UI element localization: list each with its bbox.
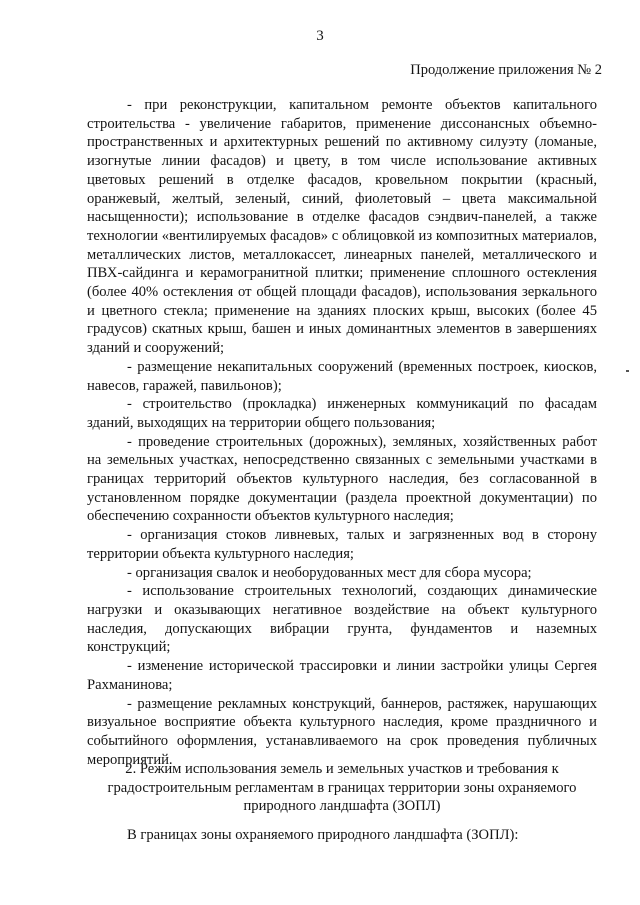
appendix-continuation-note: Продолжение приложения № 2	[410, 62, 602, 78]
list-item: - организация свалок и необорудованных мест для сбора мусора;	[127, 564, 532, 581]
list-item: - изменение исторической трассировки и линии застройки улицы Сергея Рахманинова;	[87, 658, 597, 693]
restrictions-list	[87, 96, 597, 769]
scan-mark	[626, 370, 629, 372]
list-item: - организация стоков ливневых, талых и загрязненных вод в сторону территории объекта культурного наследия;	[87, 527, 597, 562]
section-heading	[87, 760, 597, 816]
list-item: - использование строительных технологий, создающих динамические нагрузки и оказывающих негативное воздействие на объект культурного наследия, допускающих вибрации грунта, фундаментов и наземных конструкций;	[87, 583, 597, 656]
list-item: - размещение некапитальных сооружений (временных построек, киосков, навесов, гаражей, павильонов);	[87, 358, 597, 394]
page-number: 3	[316, 28, 324, 44]
section-heading-line: природного ландшафта (ЗОПЛ)	[243, 798, 441, 815]
list-item: - строительство (прокладка) инженерных коммуникаций по фасадам зданий, выходящих на территории общего пользования;	[87, 396, 597, 431]
zone-intro-text: В границах зоны охраняемого природного ландшафта (ЗОПЛ):	[127, 827, 519, 843]
list-item: - проведение строительных (дорожных), земляных, хозяйственных работ на земельных участках, непосредственно связанных с земельными участками в границах территорий объектов культурного наследия, без согласованной в установленном порядке документации (раздела проектной документации) по обеспечению сохранности объектов культурного наследия;	[87, 433, 597, 525]
list-item: - при реконструкции, капитальном ремонте объектов капитального строительства - увеличение габаритов, применение диссонансных объемно-пространственных и архитектурных решений по активному силуэту (ломаные, изогнутые линии фасадов) и цвету, в том числе использование активных цветовых решений в отделке фасадов, кровельном покрытии (красный, оранжевый, желтый, зеленый, синий, фиолетовый – цвета максимальной насыщенности); использование в отделке фасадов сэндвич-панелей, а также технологии «вентилируемых фасадов» с облицовкой из композитных материалов, металлических листов, металлокассет, линеарных панелей, металлического и ПВХ-сайдинга и керамогранитной плитки; применение сплошного остекления (более 40% остекления от общей площади фасадов), использования зеркального и цветного стекла; применение на зданиях плоских крыш, высоких (более 45 градусов) скатных крыш, башен и иных доминантных элементов в завершениях зданий и сооружений;	[87, 97, 597, 357]
section-heading-line: 2. Режим использования земель и земельных участков и требования к	[125, 761, 559, 777]
section-heading-line: градостроительным регламентам в границах территории зоны охраняемого	[107, 779, 577, 796]
list-item: - размещение рекламных конструкций, баннеров, растяжек, нарушающих визуальное восприятие объекта культурного наследия, кроме праздничного и событийного оформления, устанавливаемого на срок проведения публичных мероприятий.	[87, 695, 597, 768]
